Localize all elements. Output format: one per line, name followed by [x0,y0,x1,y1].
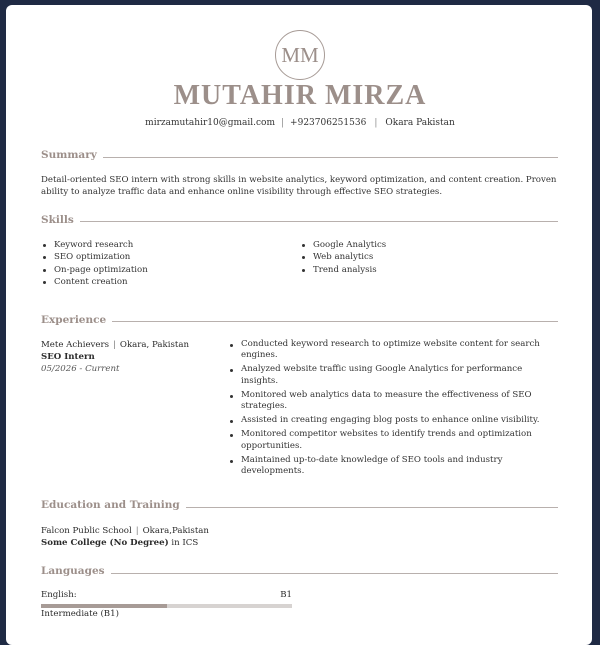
section-title-experience: Experience [41,314,112,326]
skills-list-left [41,239,148,289]
separator: | [113,340,116,350]
degree-line [41,537,209,549]
separator: | [374,118,378,128]
language-row [41,590,292,600]
section-title-skills: Skills [41,214,80,226]
section-title-education: Education and Training [41,499,186,511]
degree-field: in ICS [171,538,199,548]
education-entry [41,525,209,549]
contact-line [0,118,600,128]
job-title: SEO Intern [41,352,95,362]
monogram-text: MM [281,42,319,67]
section-title-summary: Summary [41,149,103,161]
job-location: Okara, Pakistan [119,340,189,350]
skill-item: Google Analytics [300,239,386,251]
section-divider [41,221,558,222]
phone[interactable]: +923706251536 [290,118,367,128]
school-name: Falcon Public School [41,526,132,536]
separator: | [135,526,139,536]
separator: | [281,118,285,128]
skill-item: Web analytics [300,251,386,263]
employer: Mete Achievers [41,340,110,350]
experience-bullet: Monitored competitor websites to identify trends and optimization opportunities. [228,429,558,451]
school-line [41,525,209,537]
degree: Some College (No Degree) [41,538,169,548]
skill-item: On-page optimization [41,264,148,276]
job-header [41,339,189,375]
experience-bullet: Analyzed website traffic using Google Analytics for performance insights. [228,364,558,386]
experience-bullets [228,339,558,480]
job-dates: 05/2026 - Current [41,364,120,374]
experience-bullet: Monitored web analytics data to measure the effectiveness of SEO strategies. [228,390,558,412]
section-title-languages: Languages [41,565,111,577]
section-divider [41,321,558,322]
experience-bullet: Maintained up-to-date knowledge of SEO tools and industry developments. [228,455,558,477]
monogram-badge [275,30,325,80]
section-divider [41,157,558,158]
skill-item: Trend analysis [300,264,386,276]
language-proficiency-bar [41,604,292,608]
email[interactable]: mirzamutahir10@gmail.com [145,118,275,128]
employer-line [41,339,189,351]
section-divider [41,573,558,574]
skill-item: Keyword research [41,239,148,251]
language-proficiency-fill [41,604,167,608]
experience-bullet: Assisted in creating engaging blog posts to enhance online visibility. [228,415,558,426]
location: Okara Pakistan [385,118,455,128]
skill-item: SEO optimization [41,251,148,263]
experience-bullet: Conducted keyword research to optimize website content for search engines. [228,339,558,361]
candidate-name: MUTAHIR MIRZA [173,80,427,111]
language-description: Intermediate (B1) [41,609,119,619]
school-location: Okara,Pakistan [142,526,209,536]
language-level: B1 [280,590,292,600]
skills-list-right [300,239,386,276]
skill-item: Content creation [41,276,148,288]
summary-text: Detail-oriented SEO intern with strong skills in website analytics, keyword optimization, and content creation. Proven ability to analyze traffic data and enhance online visibility through effective SEO strategies. [41,175,557,197]
language-name: English: [41,590,77,600]
